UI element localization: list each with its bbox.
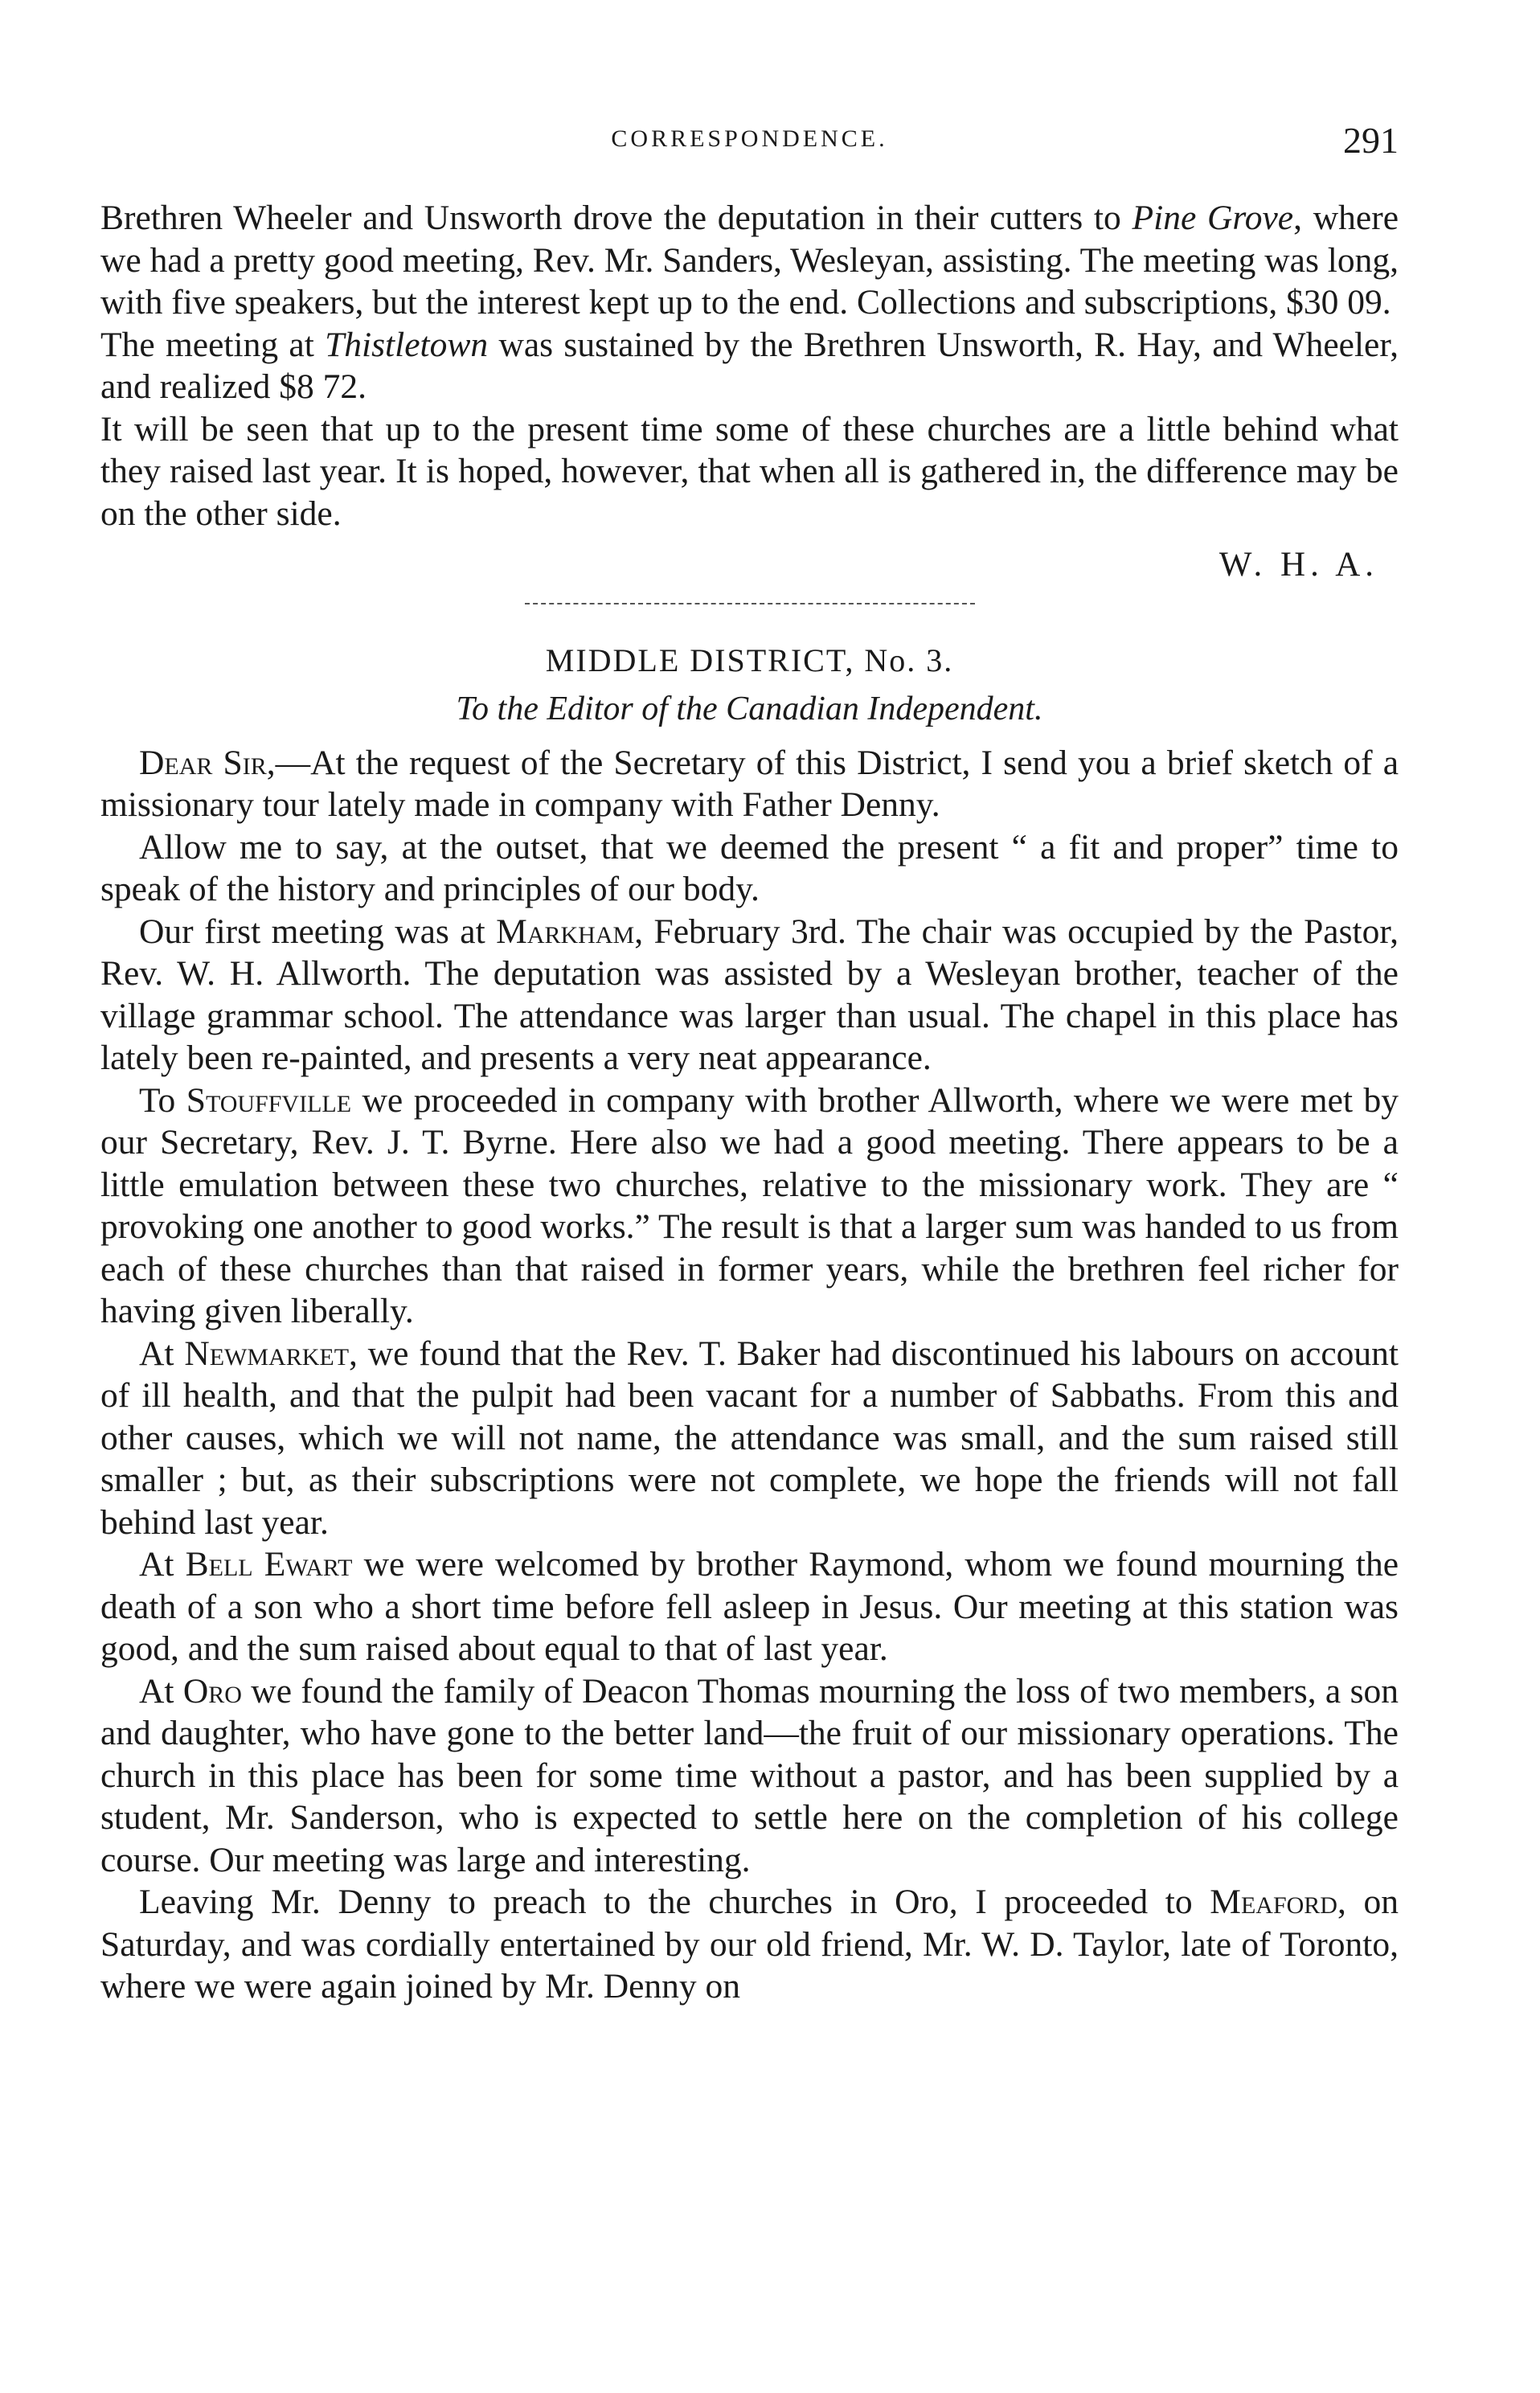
place-name: Markham [496,912,635,951]
section-heading: MIDDLE DISTRICT, No. 3. [545,641,954,678]
body-text [100,197,1399,2008]
text-run: Leaving Mr. Denny to preach to the churches in Oro, I proceeded to [139,1883,1210,1921]
text-run: we were welcomed by brother Raymond, whom we found mourning the death of a son who a short time before fell asleep in Jesus. Our meeting at this station was good, and the sum raised about equal to that of last year. [100,1545,1399,1668]
paragraph-newmarket [100,1333,1399,1544]
paragraph-oro [100,1670,1399,1882]
running-title: CORRESPONDENCE. [611,125,888,152]
paragraph-markham [100,911,1399,1080]
place-name: Stouffville [186,1080,352,1120]
text-run: was sustained by the Brethren Unsworth, R. Hay, and Wheeler, and realized $8 72. [100,325,1399,406]
text-run: At [139,1545,186,1584]
paragraph-summary: It will be seen that up to the present time some of these churches are a little behind what they raised last year. It is hoped, however, that when all is gathered in, the difference may be on the other side. [100,409,1399,533]
paragraph-bell-ewart [100,1543,1399,1670]
page-number: 291 [1343,120,1399,161]
place-name: Newmarket [184,1334,350,1373]
place-name: Pine Grove [1132,199,1294,237]
text-run: To [139,1080,186,1120]
paragraph-salutation [100,742,1399,826]
place-name: Thistletown [325,325,489,364]
text-run: we proceeded in company with brother Allworth, where we were met by our Secretary, Rev. J. T. Byrne. Here also we had a good meeting. There appears to be a little emulation between these two churches, relative to the missionary work. They are “ provoking one another to good works.” The result is that a larger sum was handed to us from each of these churches than that raised in former years, while the brethren feel richer for having given liberally. [100,1080,1399,1330]
text-run: At [139,1671,183,1711]
salutation: Dear Sir [139,743,267,782]
text-run: , we found that the Rev. T. Baker had discontinued his labours on account of ill health, and that the pulpit had been vacant for a number of Sabbaths. From this and other causes, which we will not name, the attendance was small, and the sum raised still smaller ; but, as their subscriptions were not complete, we hope the friends will not fall behind last year. [100,1334,1399,1542]
place-name: Bell Ewart [185,1545,353,1584]
signature: W. H. A. [1218,546,1378,584]
text-run: we found the family of Deacon Thomas mourning the loss of two members, a son and daughter, who have gone to the better land—the fruit of our missionary operations. The church in this place has been for some time without a pastor, and has been supplied by a student, Mr. Sanderson, who is expected to settle here on the completion of his college course. Our meeting was large and interesting. [100,1671,1399,1879]
text-run: Brethren Wheeler and Unsworth drove the deputation in their cutters to [100,199,1132,237]
text-run: At [139,1334,185,1373]
section-divider [525,603,975,604]
text-run: , on Saturday, and was cordially entertained by our old friend, Mr. W. D. Taylor, late of Toronto, where we were again joined by Mr. Denny on [100,1883,1399,2006]
paragraph-outset: Allow me to say, at the outset, that we deemed the present “ a fit and proper” time to speak of the history and principles of our body. [100,827,1399,908]
place-name: Meaford [1210,1883,1337,1921]
text-run: The meeting at [100,325,326,364]
text-run: , where we had a pretty good meeting, Rev. Mr. Sanders, Wesleyan, assisting. The meeting was long, with five speakers, but the interest kept up to the end. Collections and subscriptions, $30 09. [100,199,1399,322]
paragraph-pine-grove [100,197,1399,324]
running-head [100,119,1399,167]
text-run: Our first meeting was at [139,912,497,951]
place-name: Oro [182,1671,242,1711]
text-run: ,—At the request of the Secretary of this District, I send you a brief sketch of a missionary tour lately made in company with Father Denny. [100,743,1399,824]
letter-address: To the Editor of the Canadian Independent. [456,690,1043,727]
paragraph-meaford [100,1881,1399,2008]
paragraph-thistletown [100,324,1399,408]
paragraph-stouffville [100,1080,1399,1333]
text-run: , February 3rd. The chair was occupied by the Pastor, Rev. W. H. Allworth. The deputation was assisted by a Wesleyan brother, teacher of the village grammar school. The attendance was larger than usual. The chapel in this place has lately been re-painted, and presents a very neat appearance. [100,912,1399,1077]
